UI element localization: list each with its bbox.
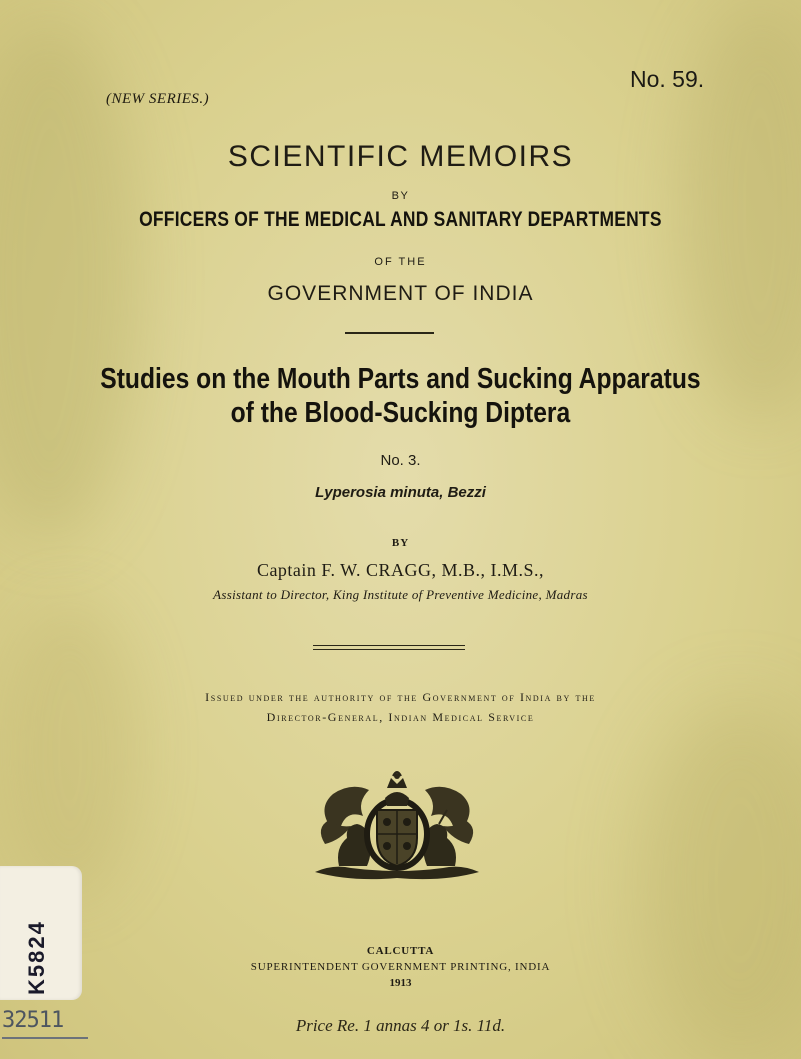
series-label: (NEW SERIES.) (106, 91, 210, 107)
study-title (60, 362, 741, 430)
issued-line-2: Director-General, Indian Medical Service (266, 710, 535, 724)
shelf-mark-underline (2, 1037, 88, 1039)
price-label: Price Re. 1 annas 4 or 1s. 11d. (295, 1016, 506, 1035)
by-label-1: BY (391, 190, 410, 202)
government-heading: GOVERNMENT OF INDIA (267, 282, 534, 305)
printer-label: SUPERINTENDENT GOVERNMENT PRINTING, INDIA (250, 961, 551, 973)
author-name: Captain F. W. CRAGG, M.B., I.M.S., (256, 560, 545, 580)
species-name: Lyperosia minuta, Bezzi (315, 484, 486, 501)
of-the-label: OF THE (374, 256, 427, 268)
by-label-2: BY (391, 537, 410, 549)
study-number: No. 3. (380, 452, 421, 469)
city-label: CALCUTTA (366, 945, 435, 957)
memoir-title: SCIENTIFIC MEMOIRS (227, 140, 574, 173)
double-divider-rule (313, 645, 465, 650)
author-position: Assistant to Director, King Institute of Preventive Medicine, Madras (213, 587, 588, 602)
shelf-mark: 32511 (2, 1008, 64, 1033)
year-label: 1913 (389, 977, 412, 989)
issue-number: No. 59. (630, 66, 705, 92)
divider-rule (345, 332, 434, 334)
coat-of-arms-icon (311, 768, 483, 886)
issued-line-1: Issued under the authority of the Government of India by the (205, 690, 596, 704)
study-title-line-2: of the Blood-Sucking Diptera (230, 397, 571, 429)
officers-heading: OFFICERS OF THE MEDICAL AND SANITARY DEPARTMENTS (139, 208, 662, 231)
study-title-line-1: Studies on the Mouth Parts and Sucking Apparatus (100, 363, 701, 395)
library-label-number: K5824 (24, 920, 49, 995)
